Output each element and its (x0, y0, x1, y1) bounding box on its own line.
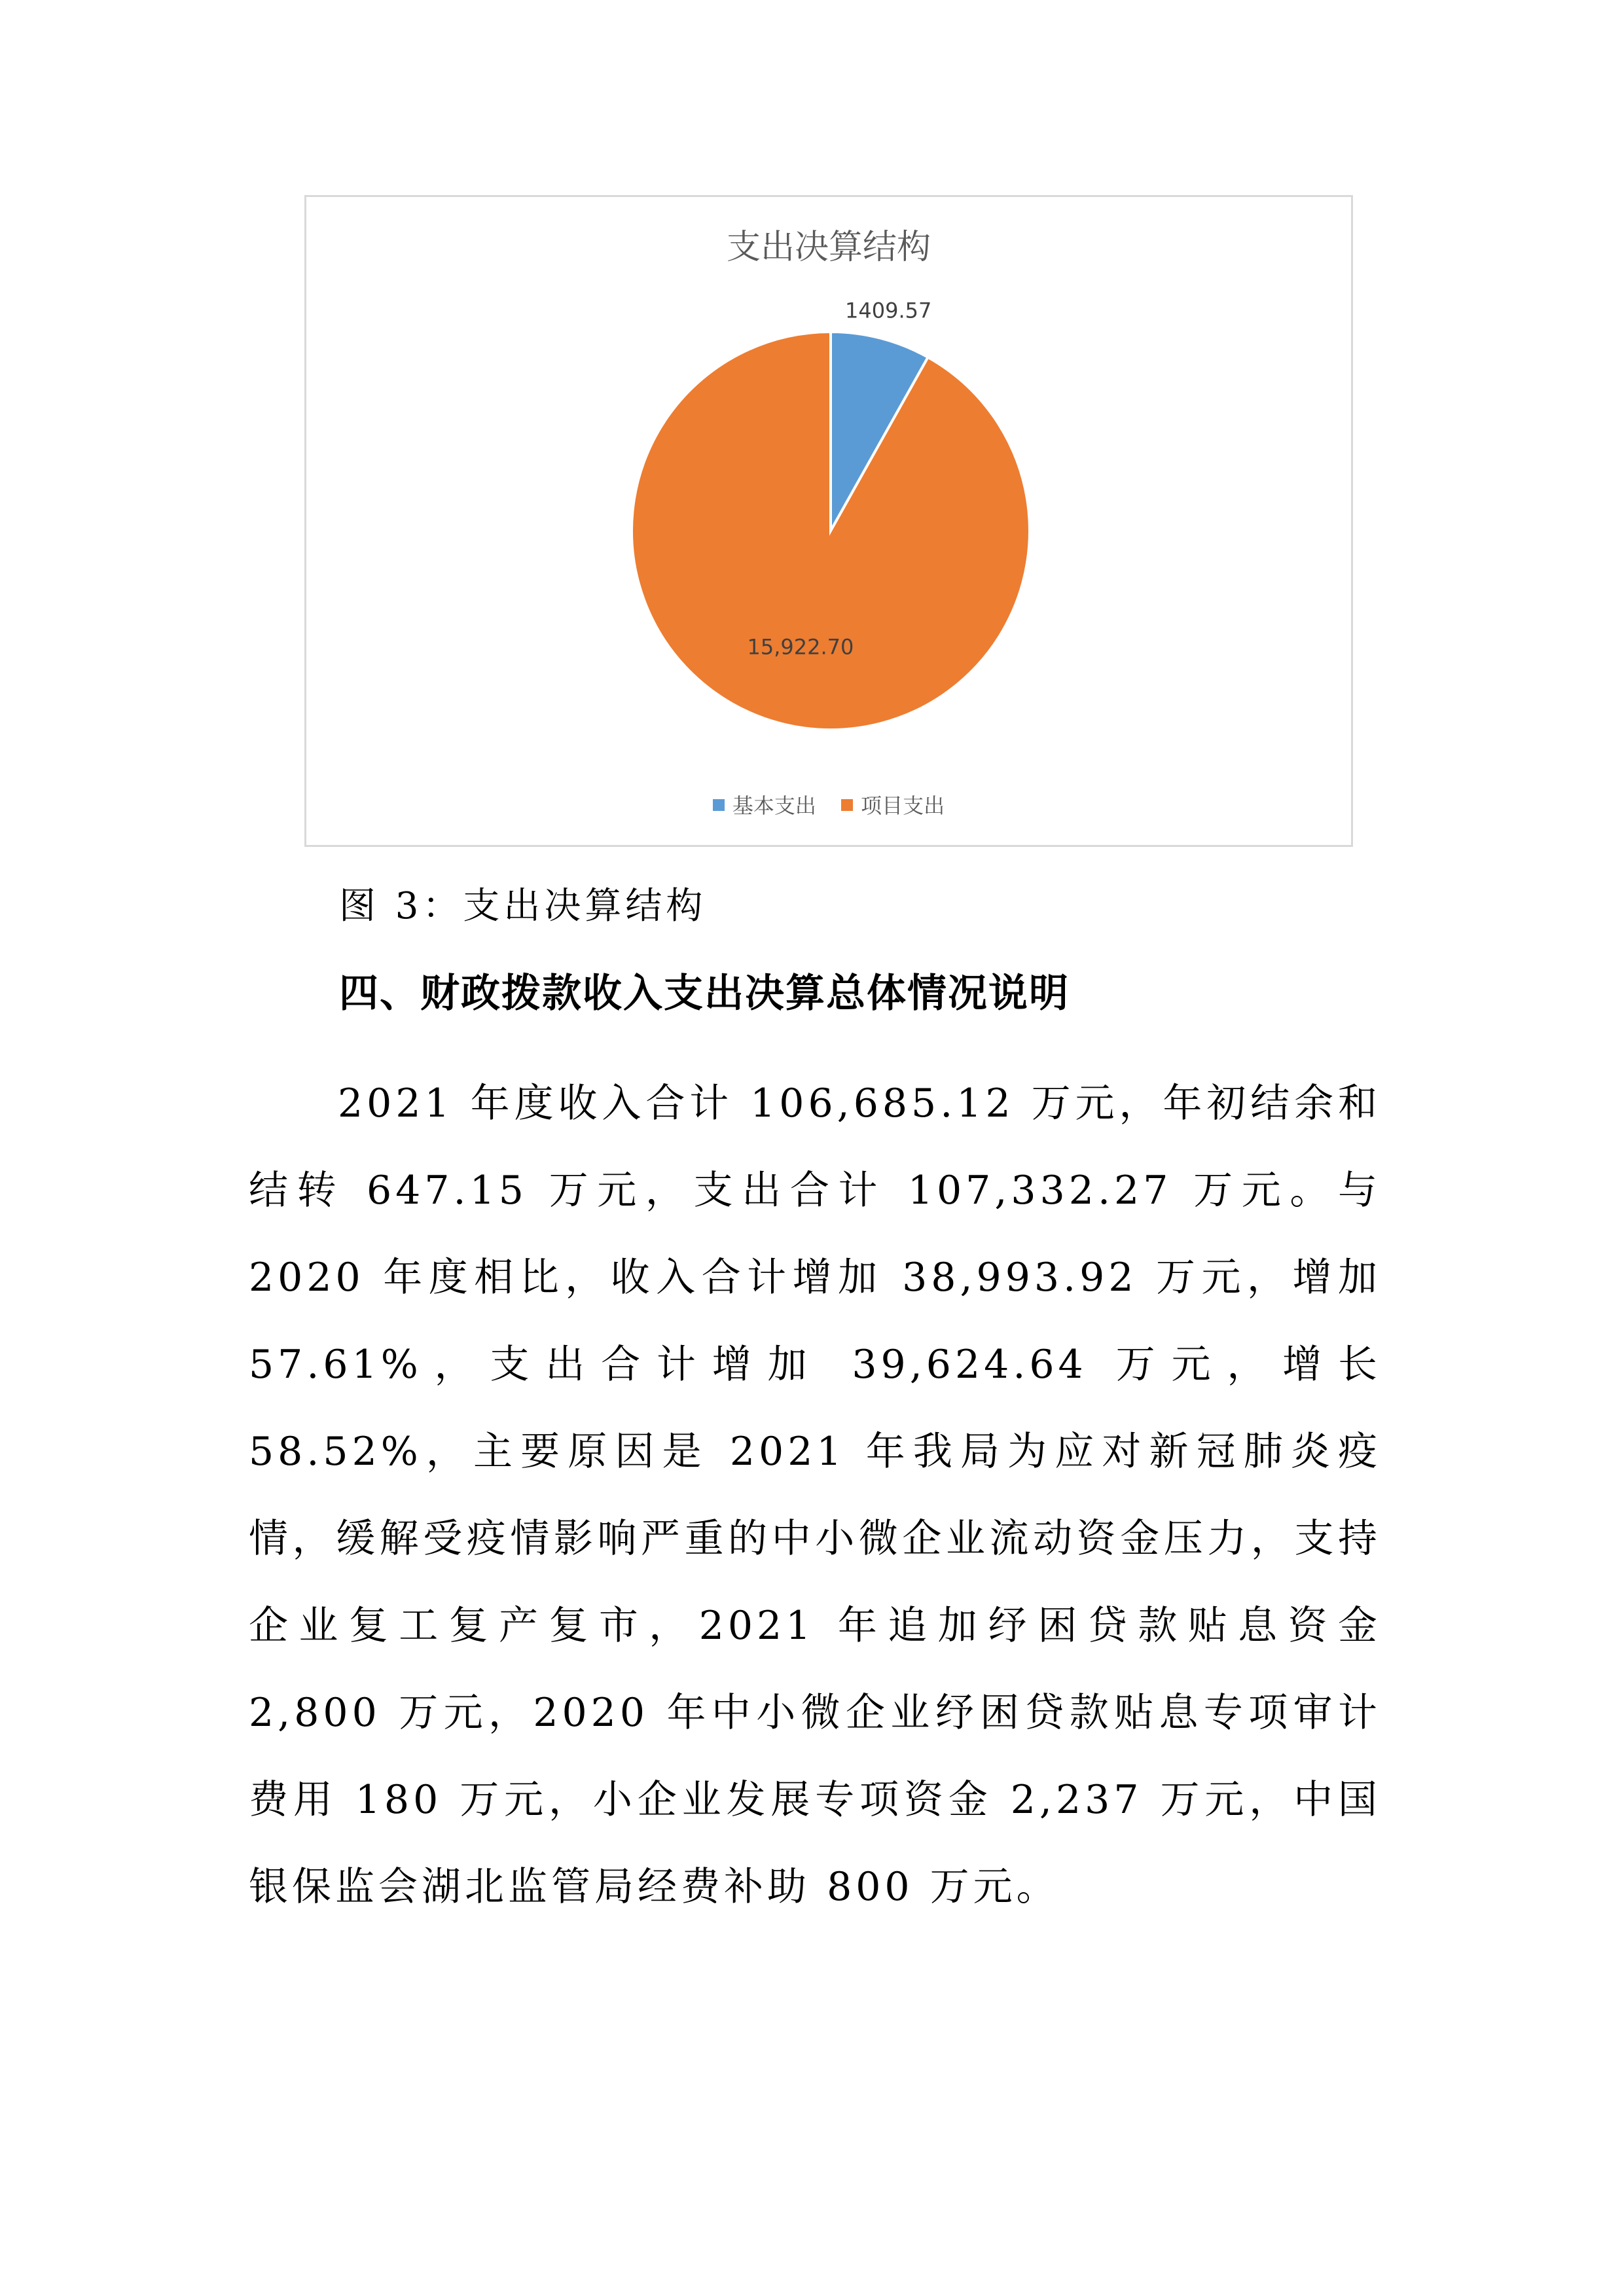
legend-item-project (841, 789, 945, 819)
body-paragraph: 2021 年度收入合计 106,685.12 万元，年初结余和结转 647.15 万元，支出合计 107,332.27 万元。与 2020 年度相比，收入合计增加 38,993.92 万元，增加 57.61%，支出合计增加 39,624.64 万元，增长 58.52%，主要原因是 2021 年我局为应对新冠肺炎疫情，缓解受疫情影响严重的中小微企业流动资金压力，支持企业复工复产复市，2021 年追加纾困贷款贴息资金 2,800 万元，2020 年中小微企业纾困贷款贴息专项审计费用 180 万元，小企业发展专项资金 2,237 万元，中国银保监会湖北监管局经费补助 800 万元。 (249, 1081, 1381, 1910)
legend-swatch-basic (713, 799, 725, 811)
legend-label-basic: 基本支出 (732, 793, 816, 818)
chart-legend (306, 789, 1351, 819)
pie-label-basic: 1409.57 (845, 298, 932, 323)
figure-caption: 图 3：支出决算结构 (339, 885, 707, 927)
pie-slice-project (632, 332, 1030, 730)
chart-title: 支出决算结构 (726, 228, 931, 267)
section-heading: 四、财政拨款收入支出决算总体情况说明 (339, 971, 1070, 1016)
legend-swatch-project (841, 799, 853, 811)
legend-label-project: 项目支出 (861, 793, 945, 818)
pie-label-project: 15,922.70 (747, 634, 854, 660)
pie-chart (304, 195, 1353, 847)
legend-item-basic (713, 789, 816, 819)
pie-chart-canvas (306, 197, 1355, 849)
